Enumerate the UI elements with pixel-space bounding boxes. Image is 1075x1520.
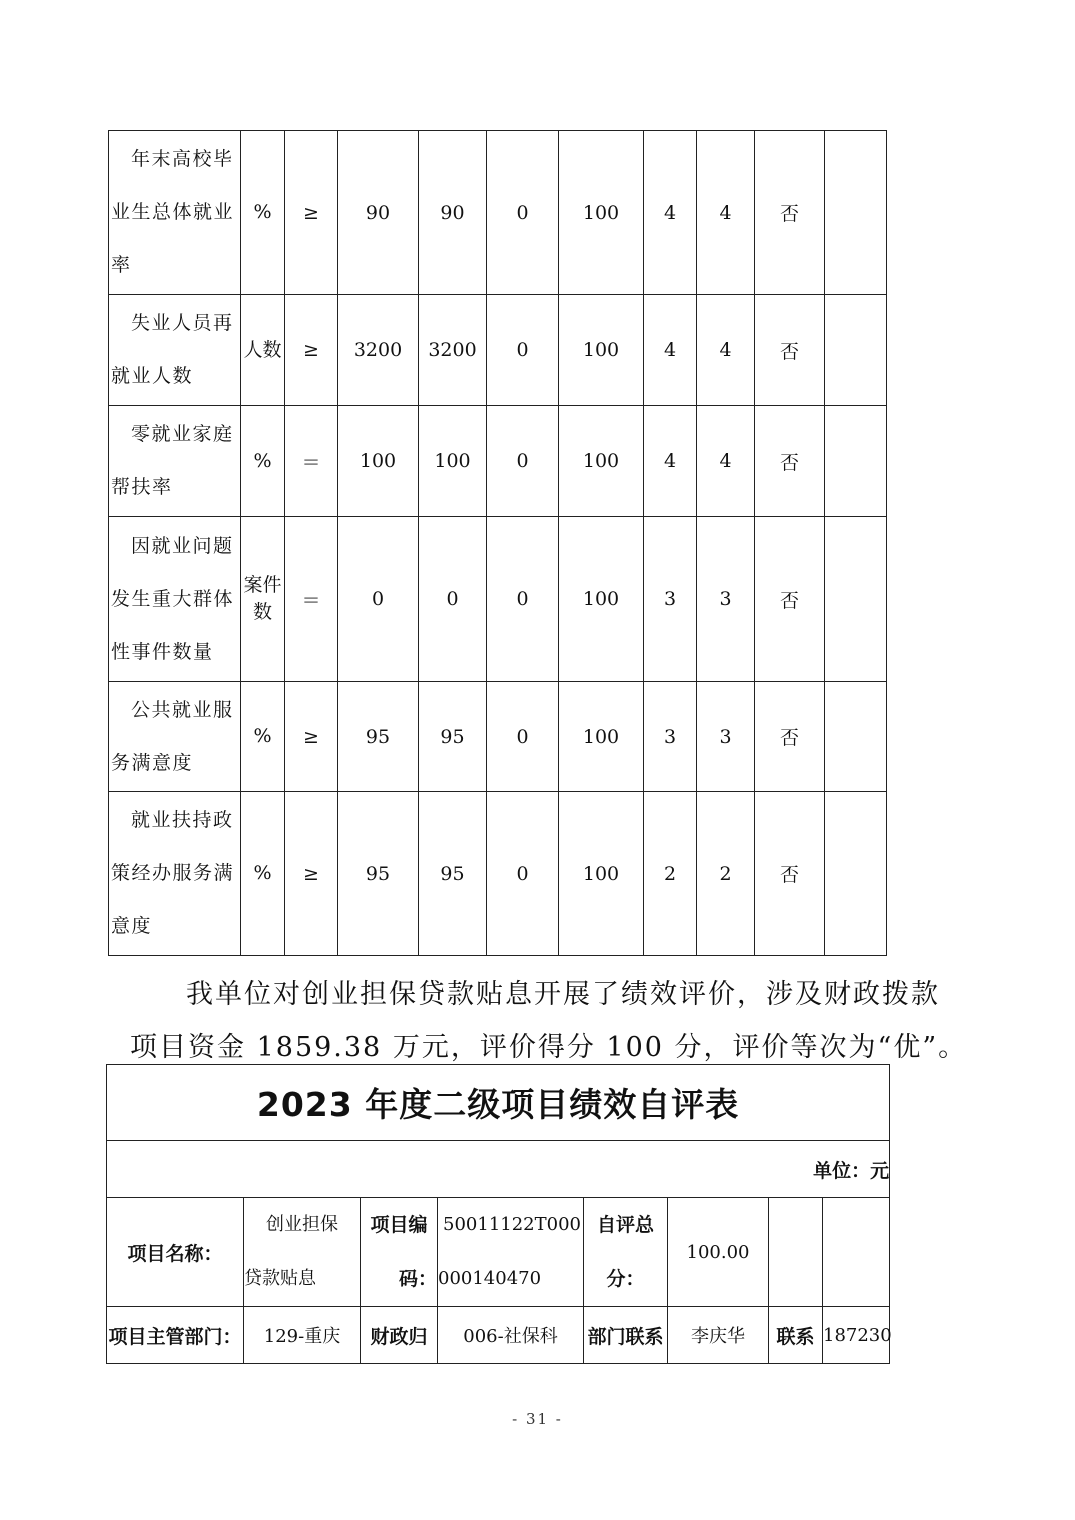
indicator-weight: 3 — [644, 517, 697, 682]
indicator-completion: 100 — [559, 517, 644, 682]
indicator-name-line1: 年末高校毕 — [131, 148, 234, 170]
indicator-name — [109, 406, 241, 517]
dept-label: 项目主管部门： — [107, 1307, 244, 1364]
project-code-value — [438, 1198, 584, 1307]
indicator-score: 4 — [697, 295, 755, 406]
indicator-score: 3 — [697, 682, 755, 792]
eval-table-title: 2023 年度二级项目绩效自评表 — [107, 1065, 890, 1141]
indicator-name — [109, 131, 241, 295]
project-code-label — [361, 1198, 438, 1307]
indicator-weight: 2 — [644, 792, 697, 956]
page-number: - 31 - — [512, 1410, 563, 1428]
evaluation-paragraph-line1: 我单位对创业担保贷款贴息开展了绩效评价，涉及财政拨款 — [186, 979, 940, 1010]
self-score-label-line1: 自评总 — [596, 1214, 654, 1236]
indicator-name — [109, 792, 241, 956]
self-score-value: 100.00 — [668, 1198, 769, 1307]
project-name-line2: 贷款贴息 — [244, 1268, 316, 1289]
indicator-name-rest: 就业人数 — [111, 365, 194, 387]
indicator-name-rest: 务满意度 — [111, 751, 194, 774]
indicator-actual: 90 — [419, 131, 487, 295]
indicator-row — [109, 792, 887, 956]
indicator-deviation: 0 — [487, 406, 559, 517]
indicator-remark — [825, 682, 887, 792]
self-score-label — [584, 1198, 668, 1307]
indicator-score: 3 — [697, 517, 755, 682]
indicator-name-rest: 业生总体就业率 — [111, 201, 235, 276]
indicator-flag: 否 — [755, 682, 825, 792]
project-code-label-line2: 码： — [398, 1268, 437, 1290]
project-name-value — [244, 1198, 361, 1307]
indicator-deviation: 0 — [487, 682, 559, 792]
indicator-name-rest: 帮扶率 — [111, 476, 173, 498]
indicator-operator: ≥ — [285, 131, 338, 295]
indicator-name — [109, 682, 241, 792]
empty-cell-1 — [769, 1198, 823, 1307]
finance-label: 财政归 — [361, 1307, 438, 1364]
indicator-name-rest: 发生重大群体性事件数量 — [111, 587, 235, 663]
indicator-row — [109, 131, 887, 295]
indicator-unit — [241, 517, 285, 682]
indicator-operator: ≥ — [285, 295, 338, 406]
indicator-score: 4 — [697, 131, 755, 295]
self-score-label-line2: 分： — [606, 1268, 645, 1290]
indicator-name-line1: 公共就业服 — [131, 698, 234, 721]
indicator-actual: 0 — [419, 517, 487, 682]
indicator-weight: 4 — [644, 295, 697, 406]
indicator-actual: 95 — [419, 792, 487, 956]
indicator-name — [109, 517, 241, 682]
contact-value: 李庆华 — [668, 1307, 769, 1364]
project-name-label: 项目名称： — [107, 1198, 244, 1307]
dept-value: 129-重庆 — [244, 1307, 361, 1364]
indicator-completion: 100 — [559, 131, 644, 295]
indicator-unit: % — [241, 682, 285, 792]
indicator-completion: 100 — [559, 792, 644, 956]
indicator-row — [109, 406, 887, 517]
indicator-deviation: 0 — [487, 792, 559, 956]
indicator-target: 0 — [338, 517, 419, 682]
indicator-operator: ＝ — [285, 517, 338, 682]
indicator-target: 3200 — [338, 295, 419, 406]
project-code-label-line1: 项目编 — [370, 1214, 428, 1236]
indicator-weight: 3 — [644, 682, 697, 792]
indicator-deviation: 0 — [487, 131, 559, 295]
indicator-name-line1: 因就业问题 — [131, 534, 234, 557]
indicator-operator: ＝ — [285, 406, 338, 517]
indicator-name — [109, 295, 241, 406]
project-name-line1: 创业担保 — [266, 1214, 338, 1235]
project-self-evaluation-table — [106, 1064, 890, 1364]
indicator-unit: 人数 — [241, 295, 285, 406]
empty-cell-2 — [823, 1198, 890, 1307]
indicator-actual: 95 — [419, 682, 487, 792]
indicator-flag: 否 — [755, 792, 825, 956]
indicator-remark — [825, 406, 887, 517]
indicator-row — [109, 295, 887, 406]
performance-indicator-table — [108, 130, 887, 956]
phone-label: 联系 — [769, 1307, 823, 1364]
indicator-flag: 否 — [755, 517, 825, 682]
unit-label: 单位：元 — [107, 1141, 890, 1198]
indicator-row — [109, 517, 887, 682]
indicator-score: 2 — [697, 792, 755, 956]
indicator-remark — [825, 131, 887, 295]
indicator-flag: 否 — [755, 131, 825, 295]
indicator-flag: 否 — [755, 295, 825, 406]
indicator-actual: 100 — [419, 406, 487, 517]
indicator-name-line1: 零就业家庭 — [131, 423, 234, 445]
indicator-name-line1: 就业扶持政 — [131, 809, 234, 831]
indicator-unit: % — [241, 131, 285, 295]
finance-value: 006-社保科 — [438, 1307, 584, 1364]
indicator-weight: 4 — [644, 131, 697, 295]
contact-label: 部门联系 — [584, 1307, 668, 1364]
indicator-flag: 否 — [755, 406, 825, 517]
indicator-target: 95 — [338, 682, 419, 792]
indicator-name-rest: 策经办服务满意度 — [111, 862, 235, 937]
phone-value: 187230 — [823, 1307, 890, 1364]
indicator-deviation: 0 — [487, 295, 559, 406]
indicator-target: 100 — [338, 406, 419, 517]
indicator-unit-part: 数 — [252, 601, 272, 623]
indicator-operator: ≥ — [285, 682, 338, 792]
indicator-completion: 100 — [559, 406, 644, 517]
indicator-operator: ≥ — [285, 792, 338, 956]
indicator-target: 90 — [338, 131, 419, 295]
indicator-row — [109, 682, 887, 792]
indicator-remark — [825, 517, 887, 682]
indicator-remark — [825, 792, 887, 956]
indicator-completion: 100 — [559, 295, 644, 406]
indicator-target: 95 — [338, 792, 419, 956]
indicator-completion: 100 — [559, 682, 644, 792]
indicator-score: 4 — [697, 406, 755, 517]
indicator-deviation: 0 — [487, 517, 559, 682]
indicator-weight: 4 — [644, 406, 697, 517]
indicator-actual: 3200 — [419, 295, 487, 406]
indicator-remark — [825, 295, 887, 406]
indicator-unit-part: 案件 — [243, 574, 282, 596]
project-code-line2: 000140470 — [438, 1268, 542, 1289]
indicator-name-line1: 失业人员再 — [131, 312, 234, 334]
project-code-line1: 50011122T000 — [443, 1214, 581, 1235]
indicator-unit: % — [241, 792, 285, 956]
indicator-unit: % — [241, 406, 285, 517]
evaluation-paragraph-line2: 项目资金 1859.38 万元，评价得分 100 分，评价等次为“优”。 — [130, 1032, 968, 1063]
